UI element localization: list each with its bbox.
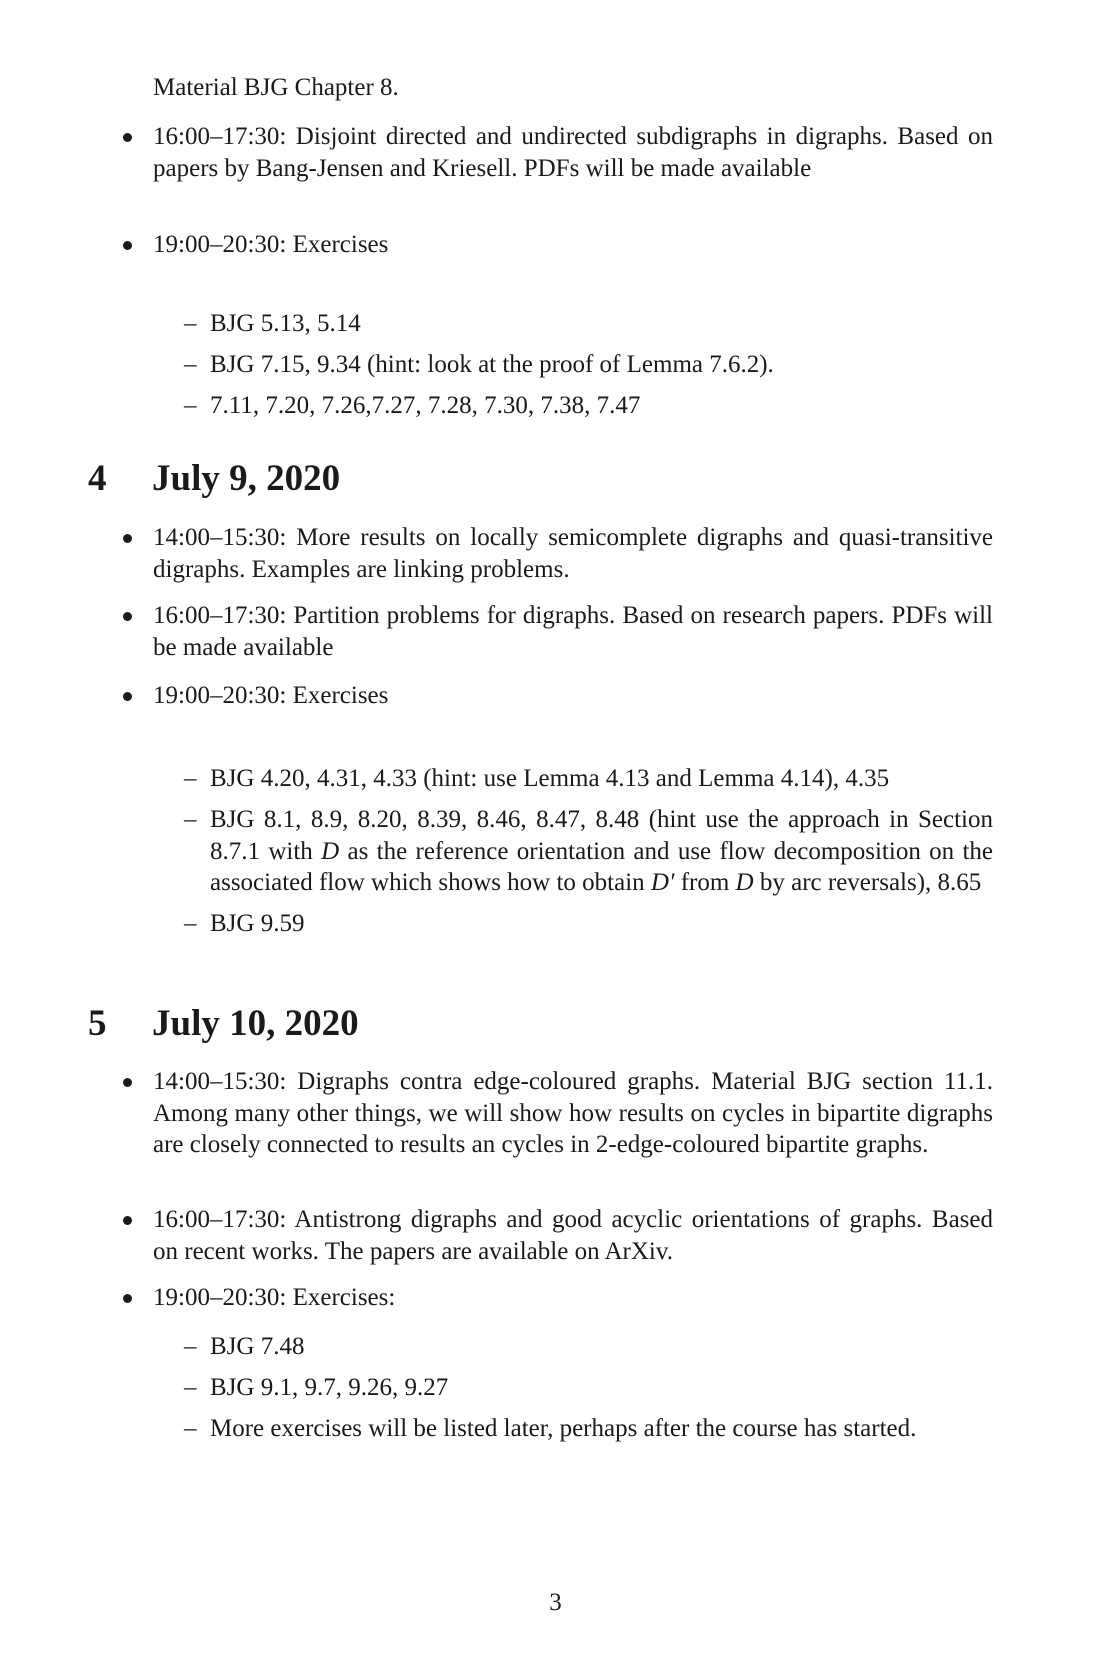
exercise-item: – BJG 8.1, 8.9, 8.20, 8.39, 8.46, 8.47, 8.48 (hint use the approach in Section 8.7.1 with D as the reference orientation and use flow decomposition on the associated flow which shows how to obtain D′ from D by arc reversals), 8.65 — [184, 806, 994, 896]
exercise-item: – BJG 4.20, 4.31, 4.33 (hint: use Lemma 4.13 and Lemma 4.14), 4.35 — [184, 763, 993, 795]
section-title: July 9, 2020 — [152, 458, 341, 499]
bullet-icon — [123, 1078, 132, 1087]
bullet-icon — [123, 133, 132, 142]
exercise-list — [184, 1331, 993, 1454]
exercise-item: – BJG 9.59 — [184, 908, 993, 940]
list-item: 19:00–20:30: Exercises: — [153, 1282, 993, 1314]
math-symbol: D — [321, 837, 340, 865]
math-symbol: D′ — [650, 869, 675, 896]
section-heading — [88, 458, 340, 500]
dash-icon: – — [184, 806, 197, 833]
dash-icon: – — [184, 1415, 197, 1442]
dash-icon: – — [184, 1374, 197, 1401]
exercise-item: – More exercises will be listed later, perhaps after the course has started. — [184, 1413, 993, 1445]
exercise-item: – BJG 5.13, 5.14 — [184, 308, 993, 340]
list-item: 16:00–17:30: Antistrong digraphs and good acyclic orientations of graphs. Based on recent works. The papers are available on ArXiv. — [153, 1204, 993, 1267]
bullet-icon — [123, 692, 132, 701]
exercise-list — [184, 308, 993, 431]
bullet-icon — [123, 241, 132, 250]
intro-text: Material BJG Chapter 8. — [153, 74, 399, 101]
list-item: 16:00–17:30: Partition problems for digraphs. Based on research papers. PDFs will be made available — [153, 600, 993, 663]
exercise-item: – BJG 7.15, 9.34 (hint: look at the proof of Lemma 7.6.2). — [184, 349, 993, 381]
dash-icon: – — [184, 910, 197, 937]
list-item: 14:00–15:30: More results on locally semicomplete digraphs and quasi-transitive digraphs. Examples are linking problems. — [153, 522, 993, 585]
dash-icon: – — [184, 310, 197, 337]
list-item: 14:00–15:30: Digraphs contra edge-coloured graphs. Material BJG section 11.1. Among many other things, we will show how results on cycles in bipartite digraphs are closely connected to results an cycles in 2-edge-coloured bipartite graphs. — [153, 1066, 993, 1161]
section-number: 4 — [88, 458, 107, 499]
section-number: 5 — [88, 1003, 107, 1044]
section-title: July 10, 2020 — [152, 1003, 359, 1044]
dash-icon: – — [184, 1333, 197, 1360]
exercise-item: – BJG 7.48 — [184, 1331, 993, 1363]
exercise-item: – BJG 9.1, 9.7, 9.26, 9.27 — [184, 1372, 993, 1404]
dash-icon: – — [184, 351, 197, 378]
dash-icon: – — [184, 392, 197, 419]
exercise-list — [184, 763, 993, 949]
list-item: 16:00–17:30: Disjoint directed and undirected subdigraphs in digraphs. Based on papers by Bang-Jensen and Kriesell. PDFs will be made available — [153, 121, 993, 184]
dash-icon: – — [184, 765, 197, 792]
bullet-icon — [123, 1294, 132, 1303]
list-item: 19:00–20:30: Exercises — [153, 680, 993, 712]
page-number: 3 — [549, 1589, 562, 1616]
bullet-icon — [123, 1216, 132, 1225]
list-item: 19:00–20:30: Exercises — [153, 229, 993, 261]
bullet-icon — [123, 612, 132, 621]
exercise-item: – 7.11, 7.20, 7.26,7.27, 7.28, 7.30, 7.38, 7.47 — [184, 390, 993, 422]
section-heading — [88, 1003, 359, 1045]
bullet-icon — [123, 534, 132, 543]
math-symbol: D — [735, 869, 754, 896]
